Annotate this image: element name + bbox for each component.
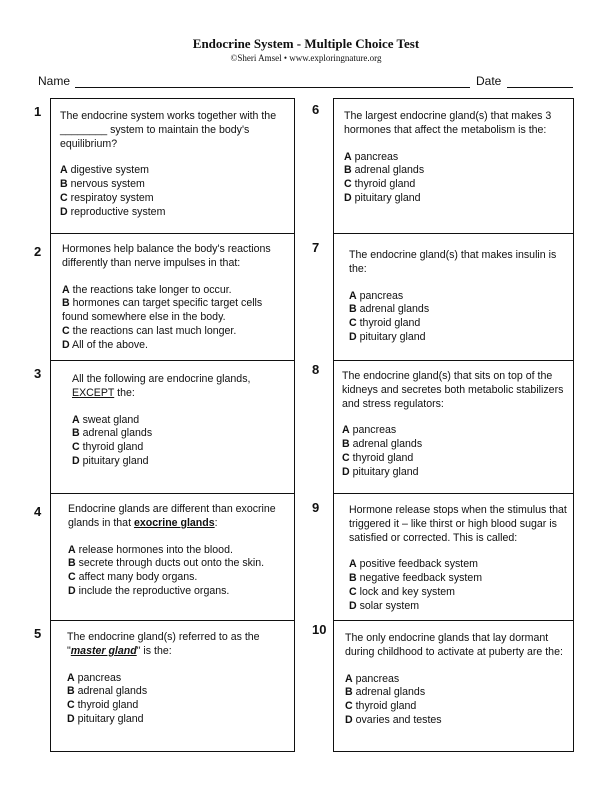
option-text: pituitary gland xyxy=(359,330,426,343)
option-text: affect many body organs. xyxy=(78,571,198,584)
option-text: adrenal glands xyxy=(82,427,153,440)
option-letter: D xyxy=(62,338,70,351)
option-b[interactable] xyxy=(344,164,568,178)
stem-end: the: xyxy=(117,386,135,399)
stem-start: The endocrine gland(s) referred to as the " xyxy=(67,631,260,657)
option-d[interactable] xyxy=(342,466,570,480)
option-letter: C xyxy=(60,191,68,204)
option-letter: C xyxy=(349,585,357,598)
option-letter: B xyxy=(62,297,70,310)
name-label: Name xyxy=(38,74,71,88)
option-c[interactable] xyxy=(344,178,568,192)
option-b[interactable] xyxy=(349,303,569,317)
option-letter: A xyxy=(349,558,357,571)
option-c[interactable] xyxy=(349,317,569,331)
option-text: pituitary gland xyxy=(352,465,419,478)
stem-emphasis: exocrine glands xyxy=(133,516,215,529)
option-d[interactable] xyxy=(68,585,290,599)
option-text: negative feedback system xyxy=(359,572,483,585)
option-letter: D xyxy=(67,712,75,725)
option-text: pituitary gland xyxy=(82,454,149,467)
question-stem: Hormone release stops when the stimulus that triggered it – like thirst or high blood sugar is satisfied or corrected. This is called: xyxy=(349,504,567,544)
option-text: positive feedback system xyxy=(359,558,478,571)
option-text: the reactions can last much longer. xyxy=(72,324,237,337)
option-letter: A xyxy=(342,424,350,437)
option-letter: C xyxy=(68,571,76,584)
option-text: adrenal glands xyxy=(359,303,430,316)
option-text: thyroid gland xyxy=(82,441,144,454)
option-letter: A xyxy=(72,413,80,426)
option-text: release hormones into the blood. xyxy=(78,543,233,556)
option-letter: C xyxy=(345,700,353,713)
option-c[interactable] xyxy=(342,452,570,466)
option-text: pancreas xyxy=(354,150,399,163)
option-b[interactable] xyxy=(60,178,286,192)
question-stem: The only endocrine glands that lay dormant during childhood to activate at puberty are the: xyxy=(345,632,563,658)
option-letter: A xyxy=(62,283,70,296)
question-5 xyxy=(67,631,289,727)
option-letter: D xyxy=(349,599,357,612)
question-stem xyxy=(72,373,290,401)
option-text: adrenal glands xyxy=(77,685,148,698)
option-text: hormones can target specific target cells found somewhere else in the body. xyxy=(62,297,263,324)
option-letter: D xyxy=(345,713,353,726)
option-b[interactable] xyxy=(345,686,569,700)
option-text: thyroid gland xyxy=(354,178,416,191)
option-d[interactable] xyxy=(349,600,571,614)
question-number: 5 xyxy=(34,626,42,641)
option-letter: B xyxy=(344,164,352,177)
option-c[interactable] xyxy=(67,699,289,713)
question-stem: The endocrine gland(s) that sits on top of the kidneys and secretes both metabolic stabilizers and stress regulators: xyxy=(342,370,564,410)
question-number: 2 xyxy=(34,244,42,259)
option-text: adrenal glands xyxy=(352,438,423,451)
option-b[interactable] xyxy=(72,427,290,441)
question-2 xyxy=(62,243,290,353)
question-3 xyxy=(72,373,290,469)
option-letter: B xyxy=(72,427,80,440)
option-text: ovaries and testes xyxy=(355,713,442,726)
option-b[interactable] xyxy=(342,438,570,452)
option-letter: A xyxy=(67,671,75,684)
copyright-line: ©Sheri Amsel • www.exploringnature.org xyxy=(230,53,382,63)
question-6 xyxy=(344,110,568,206)
option-text: adrenal glands xyxy=(355,686,426,699)
option-c[interactable] xyxy=(60,192,286,206)
option-a[interactable] xyxy=(62,284,290,298)
option-letter: D xyxy=(349,330,357,343)
option-c[interactable] xyxy=(345,700,569,714)
option-text: thyroid gland xyxy=(355,700,417,713)
option-text: include the reproductive organs. xyxy=(78,584,230,597)
question-stem: The endocrine system works together with the ________ system to maintain the body's equilibrium? xyxy=(60,110,277,150)
option-text: pancreas xyxy=(352,424,397,437)
option-b[interactable] xyxy=(67,685,289,699)
option-letter: B xyxy=(345,686,353,699)
question-9 xyxy=(349,504,571,614)
question-8 xyxy=(342,370,570,480)
stem-emphasis: master gland xyxy=(70,644,137,657)
question-4 xyxy=(68,503,290,599)
date-line[interactable] xyxy=(507,87,573,88)
option-c[interactable] xyxy=(68,571,290,585)
name-line[interactable] xyxy=(75,87,470,88)
option-letter: B xyxy=(349,303,357,316)
option-letter: C xyxy=(72,441,80,454)
name-date-row xyxy=(38,74,574,90)
option-letter: A xyxy=(345,672,353,685)
question-number: 9 xyxy=(312,500,320,515)
option-text: secrete through ducts out onto the skin. xyxy=(78,557,265,570)
question-number: 3 xyxy=(34,366,42,381)
question-number: 10 xyxy=(312,622,327,637)
option-letter: A xyxy=(344,150,352,163)
option-text: sweat gland xyxy=(82,413,140,426)
option-text: thyroid gland xyxy=(359,317,421,330)
option-text: thyroid gland xyxy=(352,451,414,464)
option-text: digestive system xyxy=(70,164,149,177)
option-text: nervous system xyxy=(70,178,145,191)
question-number: 4 xyxy=(34,504,42,519)
option-text: the reactions take longer to occur. xyxy=(72,283,232,296)
question-number: 7 xyxy=(312,240,320,255)
option-d[interactable] xyxy=(60,206,286,220)
option-d[interactable] xyxy=(344,192,568,206)
option-d[interactable] xyxy=(67,713,289,727)
option-d[interactable] xyxy=(72,455,290,469)
question-stem xyxy=(67,631,289,659)
stem-start: Endocrine glands are different than exocrine glands in that xyxy=(68,503,276,529)
option-c[interactable] xyxy=(349,586,571,600)
option-a[interactable] xyxy=(345,673,569,687)
option-b[interactable] xyxy=(349,572,571,586)
option-c[interactable] xyxy=(62,325,290,339)
question-stem xyxy=(68,503,290,531)
option-d[interactable] xyxy=(345,714,569,728)
option-letter: B xyxy=(67,685,75,698)
option-text: respiratoy system xyxy=(70,191,154,204)
option-text: pancreas xyxy=(77,671,122,684)
option-a[interactable] xyxy=(349,290,569,304)
option-c[interactable] xyxy=(72,441,290,455)
test-title: Endocrine System - Multiple Choice Test xyxy=(192,36,420,51)
option-text: adrenal glands xyxy=(354,164,425,177)
option-text: solar system xyxy=(359,599,420,612)
option-text: reproductive system xyxy=(70,205,166,218)
option-letter: B xyxy=(68,557,76,570)
option-a[interactable] xyxy=(349,558,571,572)
option-text: lock and key system xyxy=(359,585,455,598)
question-number: 1 xyxy=(34,104,42,119)
option-a[interactable] xyxy=(67,672,289,686)
option-letter: D xyxy=(72,454,80,467)
option-text: pituitary gland xyxy=(354,191,421,204)
stem-end: " is the: xyxy=(136,644,172,657)
option-d[interactable] xyxy=(349,331,569,345)
option-b[interactable] xyxy=(62,297,290,325)
stem-emphasis: EXCEPT xyxy=(72,386,115,399)
option-letter: D xyxy=(342,465,350,478)
option-letter: C xyxy=(344,178,352,191)
option-a[interactable] xyxy=(68,544,290,558)
option-letter: D xyxy=(60,205,68,218)
option-a[interactable] xyxy=(60,164,286,178)
option-a[interactable] xyxy=(344,151,568,165)
date-label: Date xyxy=(476,74,502,88)
option-letter: B xyxy=(60,178,68,191)
question-number: 8 xyxy=(312,362,320,377)
option-letter: D xyxy=(68,584,76,597)
option-text: pancreas xyxy=(355,672,400,685)
option-letter: C xyxy=(342,451,350,464)
option-letter: A xyxy=(60,164,68,177)
option-a[interactable] xyxy=(72,414,290,428)
option-text: thyroid gland xyxy=(77,699,139,712)
option-text: All of the above. xyxy=(72,338,148,351)
option-d[interactable] xyxy=(62,339,290,353)
question-stem: The largest endocrine gland(s) that makes 3 hormones that affect the metabolism is the: xyxy=(344,110,552,136)
question-stem: Hormones help balance the body's reactions differently than nerve impulses in that: xyxy=(62,243,271,269)
question-number: 6 xyxy=(312,102,320,117)
question-10 xyxy=(345,632,569,728)
question-1 xyxy=(60,110,286,220)
option-letter: B xyxy=(342,438,350,451)
question-stem: The endocrine gland(s) that makes insulin is the: xyxy=(349,249,557,275)
option-letter: C xyxy=(62,324,70,337)
option-text: pituitary gland xyxy=(77,712,144,725)
option-letter: C xyxy=(67,699,75,712)
stem-end: : xyxy=(214,516,218,529)
option-a[interactable] xyxy=(342,424,570,438)
question-7 xyxy=(349,249,569,345)
option-letter: B xyxy=(349,572,357,585)
option-letter: A xyxy=(349,289,357,302)
option-text: pancreas xyxy=(359,289,404,302)
option-letter: A xyxy=(68,543,76,556)
option-letter: C xyxy=(349,317,357,330)
option-letter: D xyxy=(344,191,352,204)
stem-start: All the following are endocrine glands, xyxy=(72,373,251,385)
option-b[interactable] xyxy=(68,557,290,571)
